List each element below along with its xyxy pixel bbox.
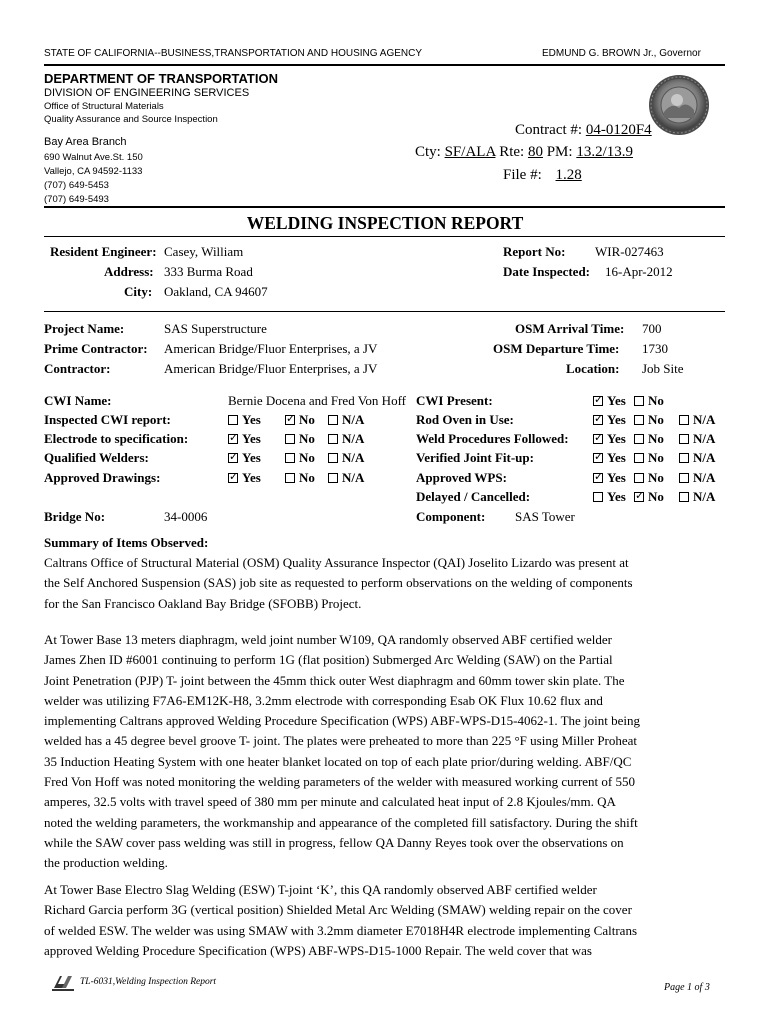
branch-phone-1: (707) 649-5453 [44, 180, 109, 191]
branch-address-1: 690 Walnut Ave.St. 150 [44, 152, 143, 163]
cwi-name-label: CWI Name: [44, 393, 112, 408]
delayed-na[interactable]: N/A [679, 489, 715, 505]
checkbox-icon [328, 415, 338, 425]
checkbox-icon [634, 453, 644, 463]
inspected-cwi-yes[interactable]: Yes [228, 412, 261, 428]
osm-arrival-label: OSM Arrival Time: [515, 321, 625, 336]
text-line: welder was utilizing F7A6-EM12K-H8, 3.2mm electrode with corresponding Esab OK Flux 10.62 flux and [44, 692, 603, 708]
qualified-na[interactable]: N/A [328, 450, 364, 466]
route-row [415, 144, 674, 161]
delayed-no[interactable]: ✓ No [634, 489, 664, 505]
resident-engineer-value: Casey, William [164, 244, 244, 259]
branch-phone-2: (707) 649-5493 [44, 194, 109, 205]
report-title: WELDING INSPECTION REPORT [246, 213, 524, 233]
electrode-na[interactable]: N/A [328, 431, 364, 447]
agency-line: STATE OF CALIFORNIA--BUSINESS,TRANSPORTATION AND HOUSING AGENCY [44, 48, 423, 59]
checkbox-icon [328, 434, 338, 444]
osm-departure-value: 1730 [642, 341, 668, 356]
summary-paragraph-1 [44, 553, 734, 614]
drawings-yes[interactable]: ✓ Yes [228, 470, 261, 486]
qualified-welders-label: Qualified Welders: [44, 450, 149, 465]
pm-label: PM: [546, 144, 573, 160]
contractor-label: Contractor: [44, 361, 111, 376]
electrode-yes[interactable]: ✓ Yes [228, 431, 261, 447]
title-under-rule [44, 236, 725, 237]
text-line: the production welding. [44, 855, 168, 871]
inspected-cwi-no[interactable]: ✓ No [285, 412, 315, 428]
office-line-2: Quality Assurance and Source Inspection [44, 114, 218, 125]
checkbox-icon [328, 453, 338, 463]
inspected-cwi-na[interactable]: N/A [328, 412, 364, 428]
weld-procedures-label: Weld Procedures Followed: [416, 431, 569, 446]
text-line: Joint Penetration (PJP) T- joint between the 45mm thick outer West diaphragm and 60mm tower skin plate. The [44, 672, 625, 688]
text-line: 35 Induction Heating System with one heater blanket located on top of each plate prior/during welding. ABF/QC [44, 753, 632, 769]
governor-line: EDMUND G. BROWN Jr., Governor [542, 48, 701, 59]
text-line: the Self Anchored Suspension (SAS) job site as requested to perform observations on the welding of components [44, 575, 633, 591]
checkbox-icon [679, 473, 689, 483]
project-name-value: SAS Superstructure [164, 321, 267, 336]
checkbox-icon [679, 492, 689, 502]
date-inspected-label: Date Inspected: [503, 264, 591, 279]
wps-na[interactable]: N/A [679, 470, 715, 486]
state-seal-icon [648, 74, 710, 136]
top-rule [44, 64, 725, 66]
summary-heading: Summary of Items Observed: [44, 535, 209, 550]
text-line: noted the welding parameters, the workmanship and appearance of the completed fill satisfactory. During the shift [44, 814, 638, 830]
component-value: SAS Tower [515, 509, 575, 524]
wps-no[interactable]: No [634, 470, 664, 486]
text-line: At Tower Base 13 meters diaphragm, weld joint number W109, QA randomly observed ABF certified welder [44, 632, 612, 647]
delayed-yes[interactable]: Yes [593, 489, 626, 505]
checkbox-icon [634, 473, 644, 483]
checkbox-checked-icon [593, 453, 603, 463]
delayed-cancelled-label: Delayed / Cancelled: [416, 489, 531, 504]
summary-paragraph-2 [44, 630, 734, 874]
checkbox-icon [679, 415, 689, 425]
text-line: Richard Garcia perform 3G (vertical position) Shielded Metal Arc Welding (SMAW) welding repair on the cover [44, 902, 632, 918]
osm-departure-label: OSM Departure Time: [493, 341, 620, 356]
prime-contractor-label: Prime Contractor: [44, 341, 148, 356]
contract-label: Contract #: [515, 122, 583, 138]
prime-contractor-value: American Bridge/Fluor Enterprises, a JV [164, 341, 378, 356]
office-line-1: Office of Structural Materials [44, 101, 164, 112]
address-label: Address: [104, 264, 154, 279]
fitup-yes[interactable]: ✓ Yes [593, 450, 626, 466]
cty-label: Cty: [415, 144, 441, 160]
checkbox-icon [285, 453, 295, 463]
checkbox-checked-icon [228, 473, 238, 483]
checkbox-icon [285, 434, 295, 444]
fitup-no[interactable]: No [634, 450, 664, 466]
department-name: DEPARTMENT OF TRANSPORTATION [44, 71, 278, 86]
report-no-label: Report No: [503, 244, 566, 259]
checkbox-icon [228, 415, 238, 425]
text-line: of welded ESW. The welder was using SMAW with 3.2mm diameter E7018H4R electrode implementing Caltrans [44, 922, 637, 938]
checkbox-icon [634, 434, 644, 444]
caltrans-logo-icon [52, 972, 74, 992]
text-line: for the San Francisco Oakland Bay Bridge (SFOBB) Project. [44, 595, 362, 611]
wps-yes[interactable]: ✓ Yes [593, 470, 626, 486]
text-line: amperes, 32.5 volts with travel speed of 380 mm per minute and calculated heat input of 2.8 Kjoules/mm. QA [44, 794, 616, 810]
contract-number: 04-0120F4 [585, 122, 652, 138]
location-value: Job Site [642, 361, 684, 376]
cty-value: SF/ALA [444, 144, 496, 160]
text-line: James Zhen ID #6001 continuing to perform 1G (flat position) Submerged Arc Welding (SAW) on the Partial [44, 652, 613, 668]
bridge-no-label: Bridge No: [44, 509, 106, 524]
joint-fitup-label: Verified Joint Fit-up: [416, 450, 534, 465]
checkbox-checked-icon [593, 434, 603, 444]
section-rule [44, 311, 725, 312]
procedures-yes[interactable]: ✓ Yes [593, 431, 626, 447]
checkbox-checked-icon [593, 396, 603, 406]
project-name-label: Project Name: [44, 321, 125, 336]
electrode-label: Electrode to specification: [44, 431, 189, 446]
text-line: Fred Von Hoff was noted monitoring the welding parameters of the welder with measured working current of 550 [44, 774, 635, 790]
checkbox-checked-icon [228, 434, 238, 444]
drawings-no[interactable]: No [285, 470, 315, 486]
checkbox-checked-icon [285, 415, 295, 425]
checkbox-icon [679, 453, 689, 463]
checkbox-checked-icon [593, 473, 603, 483]
summary-paragraph-3 [44, 880, 734, 961]
text-line: implementing Caltrans approved Welding Procedure Specification (WPS) ABF-WPS-D15-4062-1. The joint being [44, 713, 641, 729]
drawings-na[interactable]: N/A [328, 470, 364, 486]
procedures-no[interactable]: No [634, 431, 664, 447]
text-line: At Tower Base Electro Slag Welding (ESW) T-joint ‘K’, this QA randomly observed ABF certified welder [44, 882, 597, 897]
qualified-yes[interactable]: ✓ Yes [228, 450, 261, 466]
city-value: Oakland, CA 94607 [164, 284, 268, 299]
file-row [503, 167, 598, 184]
branch-address-2: Vallejo, CA 94592-1133 [44, 166, 143, 177]
text-line: welded has a 45 degree bevel groove T- joint. The plates were preheated to more than 225 °F using Miller Proheat [44, 733, 638, 749]
text-line: approved Welding Procedure Specification (WPS) ABF-WPS-D15-1000 Repair. The weld cover that was [44, 942, 592, 958]
checkbox-checked-icon [634, 492, 644, 502]
form-number: TL-6031,Welding Inspection Report [80, 977, 217, 987]
osm-arrival-value: 700 [642, 321, 662, 336]
cwi-present-label: CWI Present: [416, 393, 493, 408]
component-label: Component: [416, 509, 486, 524]
approved-drawings-label: Approved Drawings: [44, 470, 161, 485]
contract-row [515, 122, 652, 139]
address-value: 333 Burma Road [164, 264, 253, 279]
report-no-value: WIR-027463 [595, 244, 664, 259]
resident-engineer-label: Resident Engineer: [50, 244, 157, 259]
checkbox-icon [634, 396, 644, 406]
checkbox-icon [328, 473, 338, 483]
text-line: while the SAW cover pass welding was still in progress, fellow QA Danny Reyes took over the observations on [44, 834, 624, 850]
text-line: Caltrans Office of Structural Material (OSM) Quality Assurance Inspector (QAI) Joselito Lizardo was present at [44, 555, 629, 570]
rod-oven-label: Rod Oven in Use: [416, 412, 514, 427]
rte-value: 80 [527, 144, 543, 160]
city-label: City: [124, 284, 153, 299]
checkbox-checked-icon [228, 453, 238, 463]
cwi-present-yes[interactable]: ✓ Yes [593, 393, 626, 409]
title-rule [44, 206, 725, 208]
pm-value: 13.2/13.9 [576, 144, 633, 160]
file-label: File #: [503, 167, 542, 183]
cwi-present-no[interactable]: No [634, 393, 664, 409]
file-value: 1.28 [555, 167, 582, 183]
branch-name: Bay Area Branch [44, 136, 127, 148]
rte-label: Rte: [499, 144, 525, 160]
cwi-name-value: Bernie Docena and Fred Von Hoff [228, 393, 406, 408]
fitup-na[interactable]: N/A [679, 450, 715, 466]
rod-oven-no[interactable]: No [634, 412, 664, 428]
qualified-no[interactable]: No [285, 450, 315, 466]
checkbox-checked-icon [593, 415, 603, 425]
procedures-na[interactable]: N/A [679, 431, 715, 447]
division-name: DIVISION OF ENGINEERING SERVICES [44, 87, 250, 99]
approved-wps-label: Approved WPS: [416, 470, 507, 485]
checkbox-icon [285, 473, 295, 483]
electrode-no[interactable]: No [285, 431, 315, 447]
page-number: Page 1 of 3 [664, 982, 710, 993]
contractor-value: American Bridge/Fluor Enterprises, a JV [164, 361, 378, 376]
checkbox-icon [593, 492, 603, 502]
checkbox-icon [634, 415, 644, 425]
bridge-no-value: 34-0006 [164, 509, 208, 524]
rod-oven-na[interactable]: N/A [679, 412, 715, 428]
inspected-cwi-report-label: Inspected CWI report: [44, 412, 171, 427]
checkbox-icon [679, 434, 689, 444]
location-label: Location: [566, 361, 620, 376]
date-inspected-value: 16-Apr-2012 [605, 264, 673, 279]
rod-oven-yes[interactable]: ✓ Yes [593, 412, 626, 428]
